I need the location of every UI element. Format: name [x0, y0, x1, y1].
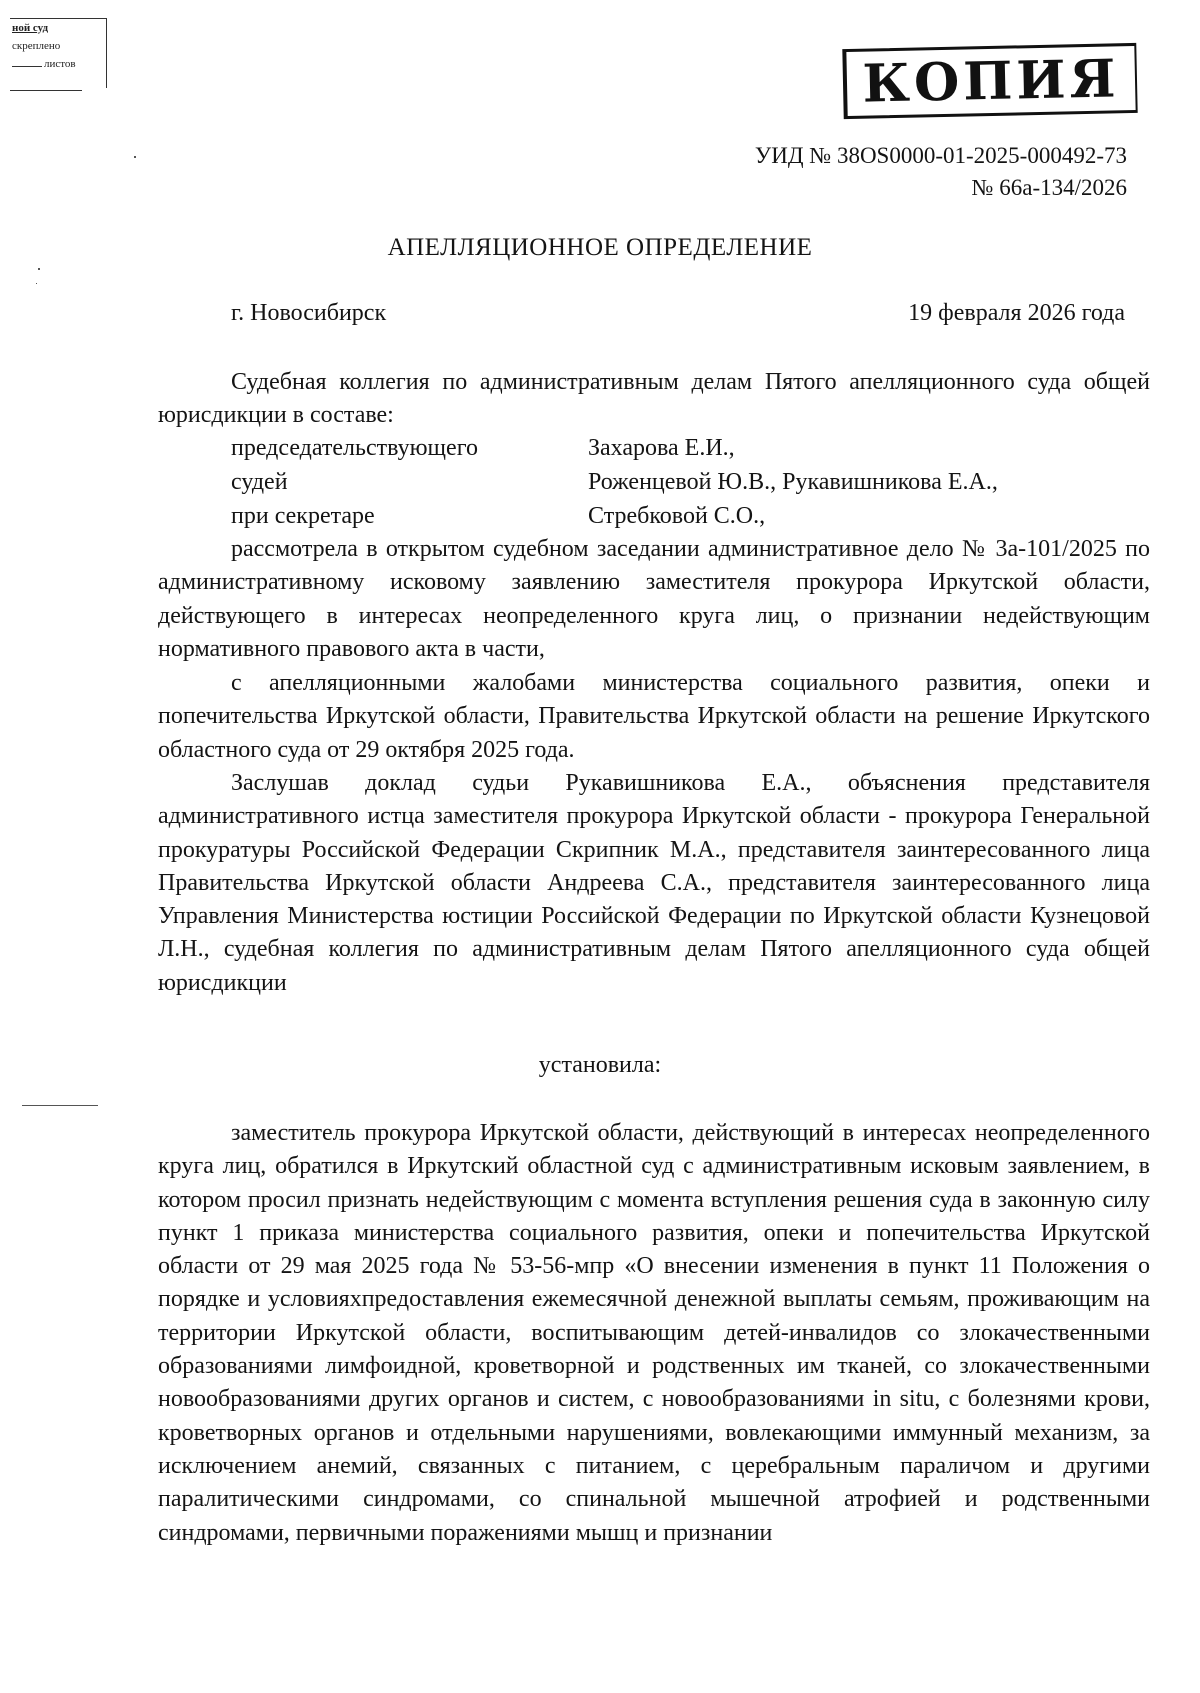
place: г. Новосибирск	[231, 300, 387, 326]
panel-names: Стребковой С.О.,	[588, 503, 766, 529]
case-number: № 66а-134/2026	[971, 175, 1127, 200]
findings-text: заместитель прокурора Иркутской области, действующий в интересах неопределенного круга лиц, обратился в Иркутский областной суд с административным исковым заявлением, в котором просил признать недействующим с момента вступления решения суда в законную силу пункт 1 приказа министерства социального развития, опеки и попечительства Иркутской области от 29 мая 2025 года № 53-56-мпр «О внесении изменения в пункт 11 Положения о порядке и условияхпредоставления ежемесячной денежной выплаты семьям, проживающим на территории Иркутской области, воспитывающим детей-инвалидов со злокачественными образованиями лимфоидной, кроветворной и родственных им тканей, со злокачественными новообразованиями других органов и систем, с новообразованиями in situ, с болезнями крови, кроветворных органов и отдельными нарушениями, вовлекающими иммунный механизм, за исключением анемий, связанных с питанием, с церебральным параличом и другими паралитическими синдромами, со спинальной мышечной атрофией и родственными синдромами, первичными поражениями мышц и признании	[158, 1120, 1150, 1546]
findings-paragraph	[158, 1117, 1150, 1550]
heard-paragraph	[158, 767, 1150, 1000]
panel-names: Захарова Е.И.,	[588, 435, 735, 461]
considered-text: рассмотрела в открытом судебном заседании административное дело № 3а-101/2025 по административному исковому заявлению заместителя прокурора Иркутской области, действующего в интересах неопределенного круга лиц, о признании недействующим нормативного правового акта в части,	[158, 536, 1150, 662]
uid-number: УИД № 38OS0000-01-2025-000492-73	[754, 143, 1127, 168]
copy-stamp	[842, 43, 1137, 119]
appeals-text: с апелляционными жалобами министерства социального развития, опеки и попечительства Иркутской области, Правительства Иркутской области на решение Иркутского областного суда от 29 октября 2025 года.	[158, 670, 1150, 763]
panel-role: при секретаре	[231, 503, 375, 529]
section-heading: установила:	[538, 1052, 662, 1078]
panel-row-secretary	[231, 499, 998, 533]
heard-text: Заслушав доклад судьи Рукавишникова Е.А., объяснения представителя административного истца заместителя прокурора Иркутской области - прокурора Генеральной прокуратуры Российской Федерации Скрипник М.А., представителя заинтересованного лица Правительства Иркутской области Андреева С.А., представителя заинтересованного лица Управления Министерства юстиции Российской Федерации по Иркутской области Кузнецовой Л.Н., судебная коллегия по административным делам Пятого апелляционного суда общей юрисдикции	[158, 770, 1150, 996]
binding-stamp-court: ной суд	[12, 22, 49, 34]
binding-stamp-sheets-label: листов	[44, 58, 76, 70]
binding-stamp-sheets	[12, 56, 76, 72]
panel-names: Роженцевой Ю.В., Рукавишникова Е.А.,	[588, 469, 998, 495]
intro-paragraph	[158, 366, 1150, 433]
appeals-paragraph	[158, 667, 1150, 767]
court-panel	[231, 431, 998, 533]
margin-rule	[22, 1105, 98, 1106]
panel-role: судей	[231, 469, 288, 495]
copy-stamp-text: КОПИЯ	[862, 47, 1120, 115]
panel-row-judges	[231, 465, 998, 499]
binding-stamp-bound: скреплено	[12, 40, 61, 52]
binding-stamp	[10, 18, 108, 92]
case-identifiers	[755, 140, 1127, 204]
panel-row-presiding	[231, 431, 998, 465]
panel-role: председательствующего	[231, 435, 478, 461]
considered-paragraph	[158, 533, 1150, 666]
intro-text: Судебная коллегия по административным делам Пятого апелляционного суда общей юрисдикции в составе:	[158, 369, 1150, 429]
date: 19 февраля 2026 года	[908, 300, 1125, 326]
document-title: АПЕЛЛЯЦИОННОЕ ОПРЕДЕЛЕНИЕ	[387, 234, 813, 261]
